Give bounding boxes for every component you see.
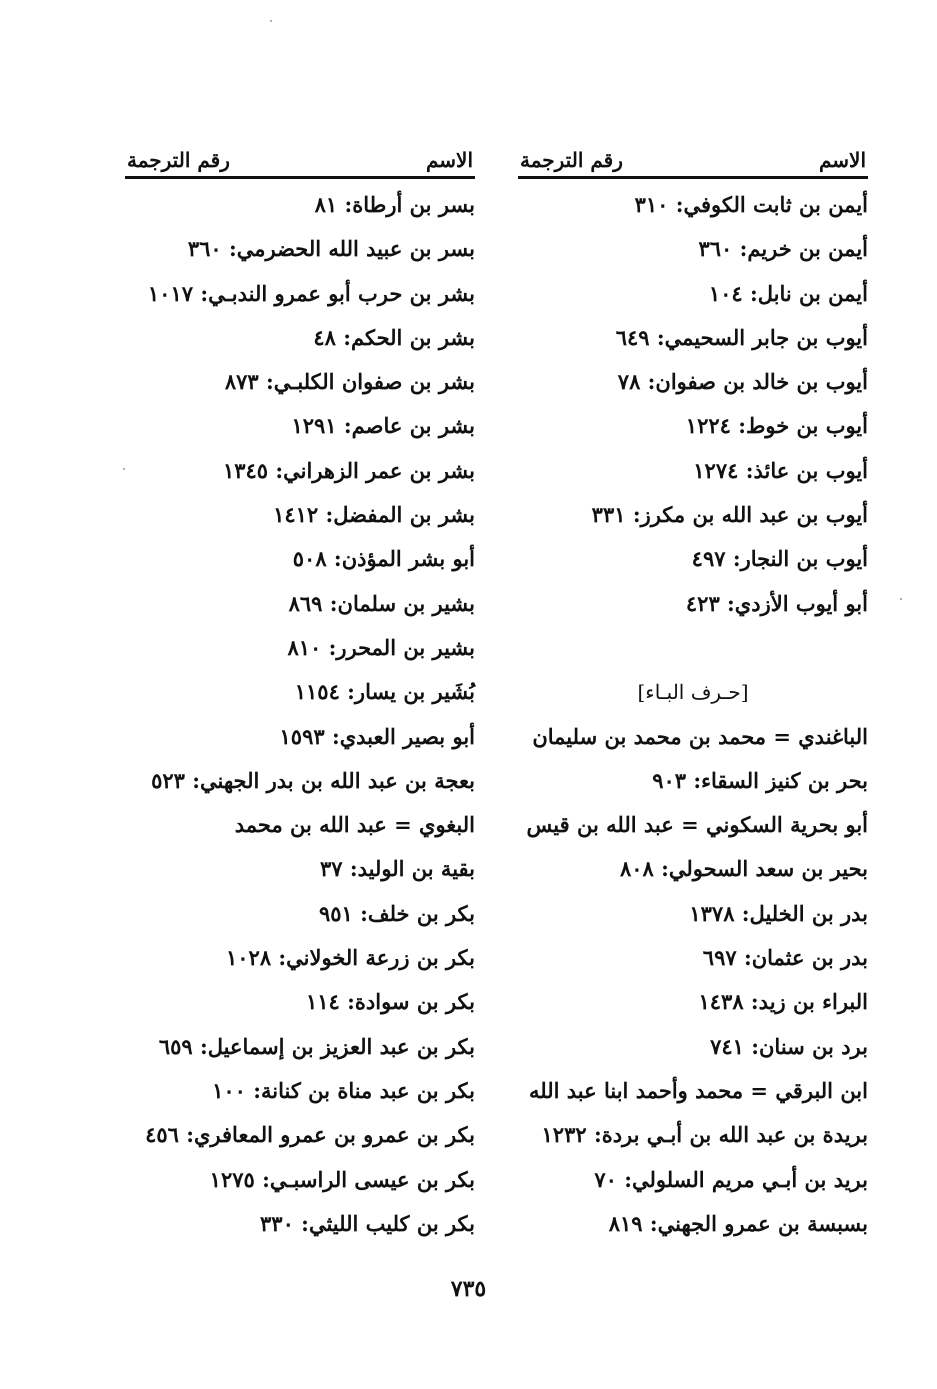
blank-line xyxy=(518,626,868,670)
index-entry: بكر بن عبد العزيز بن إسماعيل: ٦٥٩ xyxy=(158,1033,475,1059)
index-entry: بشر بن الحكم: ٤٨ xyxy=(313,324,475,350)
index-entry: بقية بن الوليد: ٣٧ xyxy=(320,856,475,882)
section-heading: [حـرف البـاء] xyxy=(637,680,749,705)
index-entry: بدر بن عثمان: ٦٩٧ xyxy=(702,945,868,971)
index-entry: أبو أيوب الأزدي: ٤٢٣ xyxy=(685,590,868,616)
index-entry: أبو بشر المؤذن: ٥٠٨ xyxy=(292,546,475,572)
index-entry: بريدة بن عبد الله بن أبـي بردة: ١٢٣٢ xyxy=(541,1122,868,1148)
index-entry: الباغندي = محمد بن محمد بن سليمان xyxy=(532,723,868,749)
index-entry: أيوب بن خالد بن صفوان: ٧٨ xyxy=(617,369,868,395)
index-entry: بشير بن المحرر: ٨١٠ xyxy=(287,634,475,660)
index-entry: أبو بحرية السكوني = عبد الله بن قيس xyxy=(526,812,868,838)
index-entry: بشر بن صفوان الكلبـي: ٨٧٣ xyxy=(224,369,475,395)
index-entry: بكر بن سوادة: ١١٤ xyxy=(305,989,475,1015)
index-entry: أيوب بن النجار: ٤٩٧ xyxy=(691,546,868,572)
index-entry: البراء بن زيد: ١٤٣٨ xyxy=(698,989,868,1015)
index-entry: بكر بن عبد مناة بن كنانة: ١٠٠ xyxy=(212,1077,475,1103)
index-entry: أيوب بن عائذ: ١٢٧٤ xyxy=(693,457,868,483)
index-entry: بشر بن عمر الزهراني: ١٣٤٥ xyxy=(222,457,475,483)
index-entry: بُشَير بن يسار: ١١٥٤ xyxy=(294,679,475,705)
header-number-label: رقم الترجمة xyxy=(520,148,623,172)
index-column-right xyxy=(518,128,868,1246)
entry-list xyxy=(518,183,868,1246)
index-entry: بكر بن زرعة الخولاني: ١٠٢٨ xyxy=(225,945,475,971)
index-entry: بحير بن سعد السحولي: ٨٠٨ xyxy=(619,856,868,882)
index-entry: بشر بن عاصم: ١٢٩١ xyxy=(291,413,475,439)
index-entry: بعجة بن عبد الله بن بدر الجهني: ٥٢٣ xyxy=(151,767,475,793)
column-header xyxy=(518,128,868,172)
page-number: ٧٣٥ xyxy=(450,1276,487,1302)
header-name-label: الاسم xyxy=(425,148,473,172)
index-entry: برد بن سنان: ٧٤١ xyxy=(710,1033,868,1059)
index-entry: بكر بن خلف: ٩٥١ xyxy=(318,900,475,926)
index-entry: بسر بن عبيد الله الحضرمي: ٣٦٠ xyxy=(187,236,475,262)
index-entry: بكر بن كليب الليثي: ٣٣٠ xyxy=(260,1210,475,1236)
index-entry: بشر بن المفضل: ١٤١٢ xyxy=(273,502,475,528)
index-entry: أيوب بن خوط: ١٢٢٤ xyxy=(685,413,868,439)
index-column-left xyxy=(125,128,475,1246)
index-entry: بحر بن كنيز السقاء: ٩٠٣ xyxy=(652,767,868,793)
entry-list xyxy=(125,183,475,1246)
index-entry: بدر بن الخليل: ١٣٧٨ xyxy=(689,900,868,926)
index-entry: بشر بن حرب أبو عمرو الندبـي: ١٠١٧ xyxy=(147,280,475,306)
scan-speck xyxy=(270,20,272,22)
index-entry: بكر بن عيسى الراسبـي: ١٢٧٥ xyxy=(209,1166,475,1192)
index-entry: بسبسة بن عمرو الجهني: ٨١٩ xyxy=(608,1210,868,1236)
index-entry: أيمن بن خريم: ٣٦٠ xyxy=(698,236,868,262)
header-rule xyxy=(518,176,868,179)
index-entry: بكر بن عمرو بن عمرو المعافري: ٤٥٦ xyxy=(145,1122,475,1148)
index-entry: أيوب بن جابر السحيمي: ٦٤٩ xyxy=(615,324,868,350)
index-entry: ابن البرقي = محمد وأحمد ابنا عبد الله xyxy=(529,1077,868,1103)
scan-speck xyxy=(900,598,902,600)
index-entry: أبو بصير العبدي: ١٥٩٣ xyxy=(279,723,475,749)
header-name-label: الاسم xyxy=(818,148,866,172)
index-entry: البغوي = عبد الله بن محمد xyxy=(234,812,475,838)
index-entry: أيمن بن ثابت الكوفي: ٣١٠ xyxy=(634,192,868,217)
index-entry: أيوب بن عبد الله بن مكرز: ٣٣١ xyxy=(591,502,868,528)
index-entry: بشير بن سلمان: ٨٦٩ xyxy=(288,590,475,616)
index-entry: بسر بن أرطاة: ٨١ xyxy=(314,192,475,217)
header-rule xyxy=(125,176,475,179)
index-entry: أيمن بن نابل: ١٠٤ xyxy=(708,280,868,306)
index-entry: بريد بن أبـي مريم السلولي: ٧٠ xyxy=(594,1166,868,1192)
column-header xyxy=(125,128,475,172)
header-number-label: رقم الترجمة xyxy=(127,148,230,172)
